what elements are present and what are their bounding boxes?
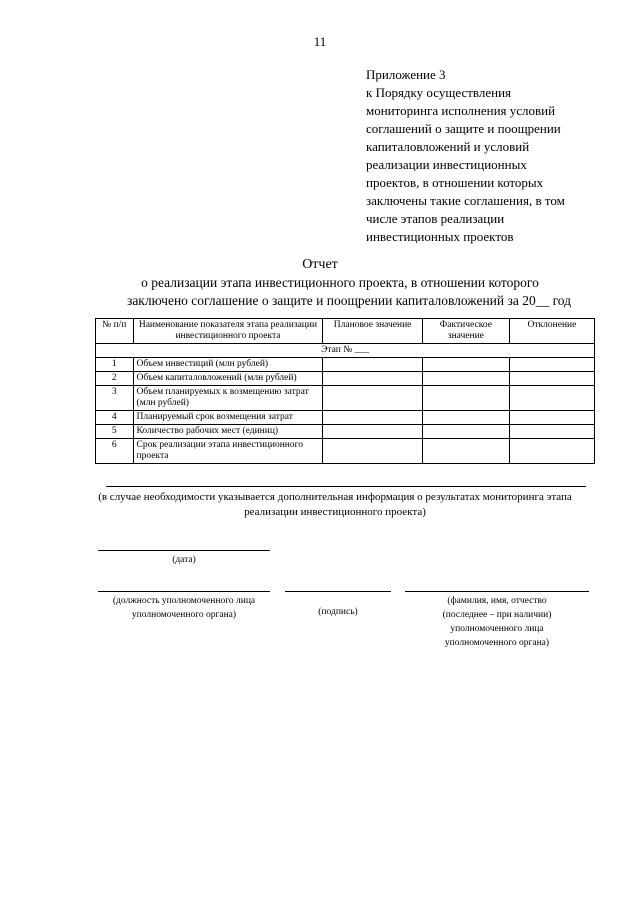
position-caption: (должность уполномоченного лица уполномоченного органа) xyxy=(112,596,256,620)
table-row xyxy=(96,386,595,411)
header-plan: Плановое значение xyxy=(323,319,422,344)
plan-cell[interactable] xyxy=(323,386,422,411)
appendix-line: к Порядку осуществления xyxy=(366,85,512,100)
report-subtitle-line-2: заключено соглашение о защите и поощрении капиталовложений за 20__ год xyxy=(126,293,572,308)
appendix-line: числе этапов реализации xyxy=(366,211,505,226)
row-num: 6 xyxy=(96,439,134,464)
report-subtitle-line-1: о реализации этапа инвестиционного проекта, в отношении которого xyxy=(141,275,539,290)
plan-cell[interactable] xyxy=(323,372,422,386)
position-underline[interactable] xyxy=(98,591,270,592)
row-name: Планируемый срок возмещения затрат xyxy=(133,411,323,425)
fact-cell[interactable] xyxy=(422,439,509,464)
appendix-line: проектов, в отношении которых xyxy=(366,175,544,190)
appendix-line: капиталовложений и условий xyxy=(366,139,530,154)
appendix-heading xyxy=(366,66,616,246)
table-row xyxy=(96,372,595,386)
row-name: Срок реализации этапа инвестиционного проекта xyxy=(133,439,323,464)
fact-cell[interactable] xyxy=(422,411,509,425)
row-num: 5 xyxy=(96,425,134,439)
fact-cell[interactable] xyxy=(422,358,509,372)
header-num: № п/п xyxy=(96,319,134,344)
full-name-underline[interactable] xyxy=(405,591,589,592)
appendix-line: соглашений о защите и поощрении xyxy=(366,121,561,136)
plan-cell[interactable] xyxy=(323,411,422,425)
table-row xyxy=(96,358,595,372)
stage-label: Этап № ___ xyxy=(96,344,595,358)
row-name: Объем планируемых к возмещению затрат (млн рублей) xyxy=(133,386,323,411)
table-row xyxy=(96,439,595,464)
table-header-row xyxy=(96,319,595,344)
appendix-line: инвестиционных проектов xyxy=(366,229,514,244)
fact-cell[interactable] xyxy=(422,425,509,439)
appendix-line: заключены такие соглашения, в том xyxy=(366,193,565,208)
report-title: Отчет xyxy=(302,257,338,272)
appendix-line: мониторинга исполнения условий xyxy=(366,103,556,118)
header-name: Наименование показателя этапа реализации инвестиционного проекта xyxy=(133,319,323,344)
note-underline[interactable] xyxy=(106,486,586,487)
signature-underline[interactable] xyxy=(285,591,391,592)
full-name-caption: (фамилия, имя, отчество (последнее – при наличии) уполномоченного лица уполномоченного органа) xyxy=(442,596,552,648)
row-num: 1 xyxy=(96,358,134,372)
appendix-line: реализации инвестиционных xyxy=(366,157,527,172)
row-num: 3 xyxy=(96,386,134,411)
row-num: 4 xyxy=(96,411,134,425)
date-underline[interactable] xyxy=(98,550,270,551)
page-number: 11 xyxy=(313,34,327,49)
deviation-cell[interactable] xyxy=(509,386,594,411)
deviation-cell[interactable] xyxy=(509,372,594,386)
signature-caption: (подпись) xyxy=(318,607,358,617)
row-name: Количество рабочих мест (единиц) xyxy=(133,425,323,439)
stage-row xyxy=(96,344,595,358)
header-fact: Фактическое значение xyxy=(422,319,509,344)
header-deviation: Отклонение xyxy=(509,319,594,344)
note-caption: (в случае необходимости указывается дополнительная информация о результатах мониторинга этапа реализации инвестиционного проекта) xyxy=(98,491,572,518)
fact-cell[interactable] xyxy=(422,386,509,411)
fact-cell[interactable] xyxy=(422,372,509,386)
table-row xyxy=(96,425,595,439)
row-num: 2 xyxy=(96,372,134,386)
report-table xyxy=(95,318,595,464)
deviation-cell[interactable] xyxy=(509,411,594,425)
row-name: Объем инвестиций (млн рублей) xyxy=(133,358,323,372)
row-name: Объем капиталовложений (млн рублей) xyxy=(133,372,323,386)
deviation-cell[interactable] xyxy=(509,439,594,464)
deviation-cell[interactable] xyxy=(509,425,594,439)
report-subtitle xyxy=(60,274,620,310)
table-row xyxy=(96,411,595,425)
plan-cell[interactable] xyxy=(323,439,422,464)
appendix-line: Приложение 3 xyxy=(366,67,446,82)
date-caption: (дата) xyxy=(172,555,196,565)
plan-cell[interactable] xyxy=(323,358,422,372)
plan-cell[interactable] xyxy=(323,425,422,439)
deviation-cell[interactable] xyxy=(509,358,594,372)
